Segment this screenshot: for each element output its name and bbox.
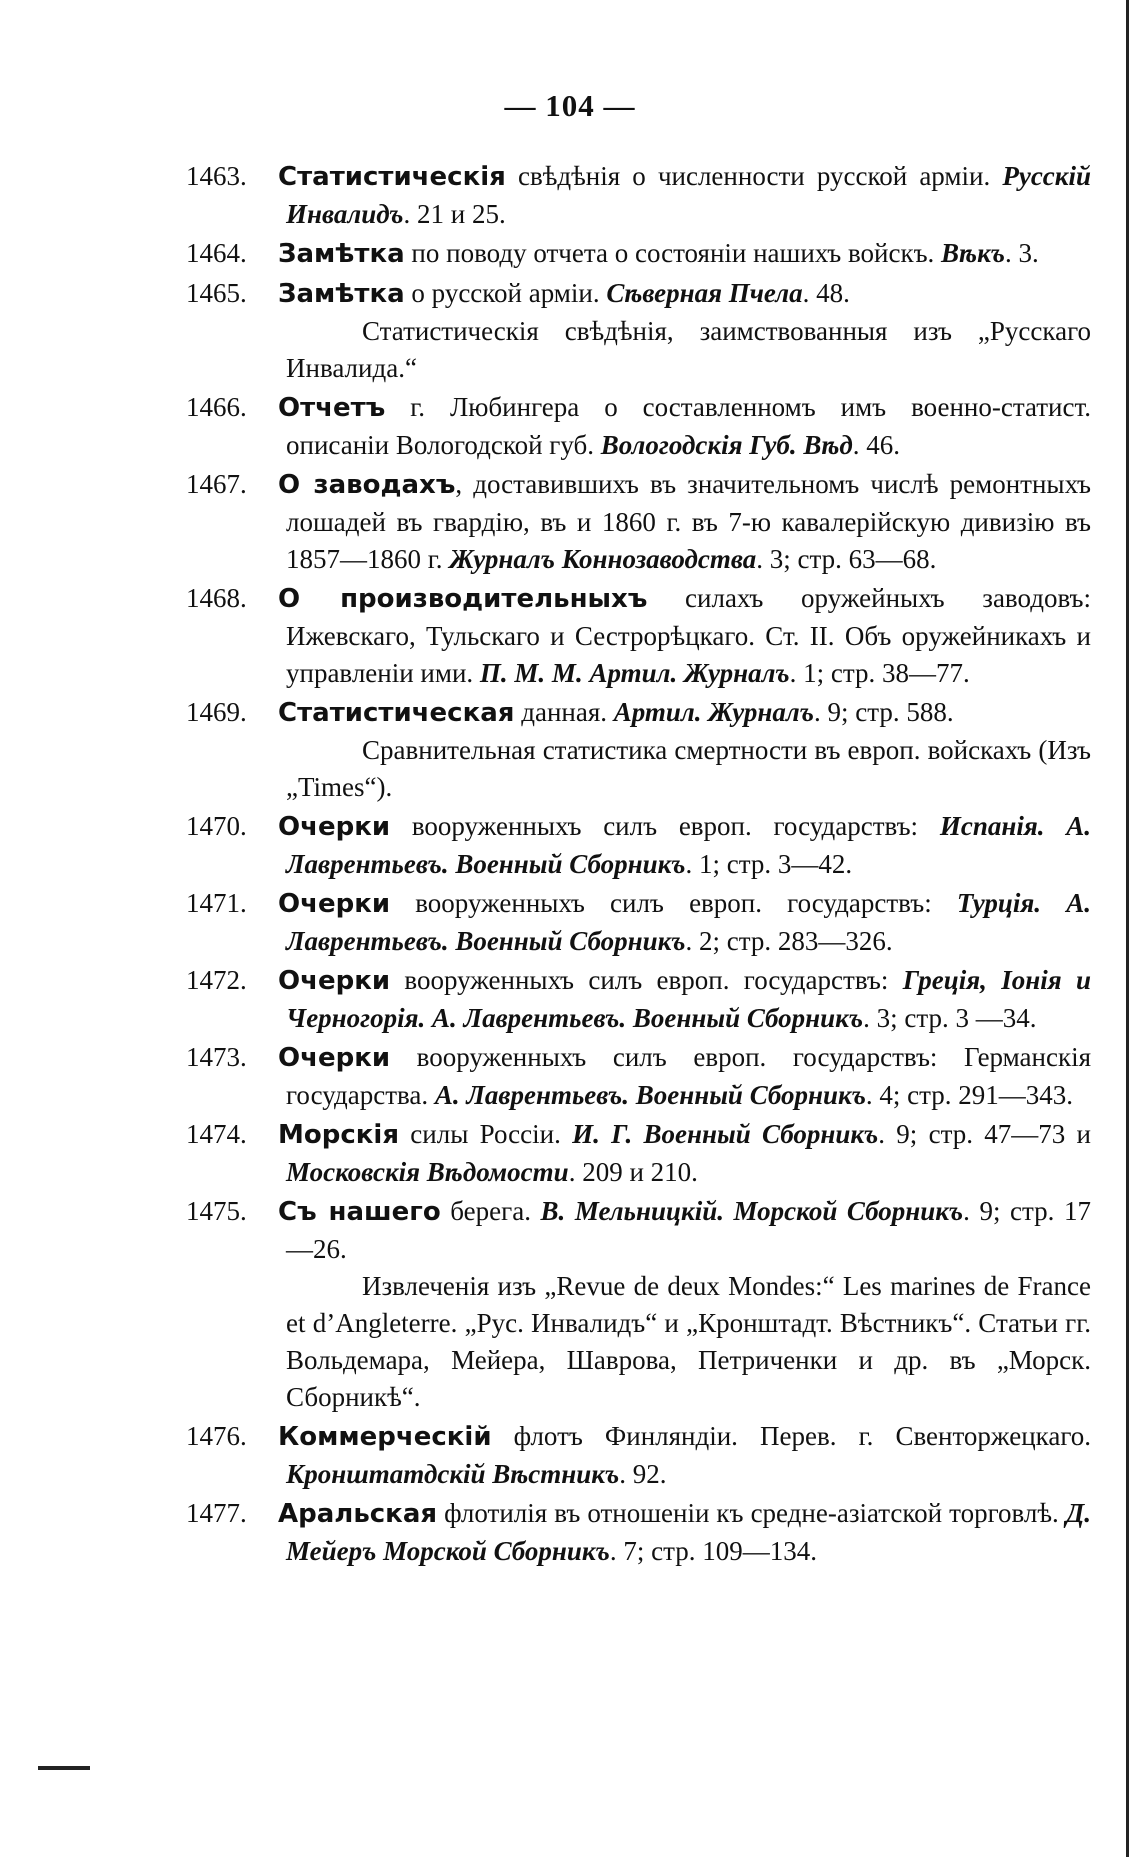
entry-heading: Замѣтка xyxy=(278,239,405,269)
entry-source: Журналъ Коннозаводства xyxy=(449,544,757,574)
entry-details: . 209 и 210. xyxy=(568,1157,698,1187)
entry-1477 xyxy=(186,1495,1091,1570)
entry-heading: О производительныхъ xyxy=(278,584,648,614)
entry-text: , доставившихъ въ значительномъ числѣ ремонтныхъ лошадей въ гвардію, въ и 1860 г. въ 7-ю кавалерійскую дивизію въ 1857—1860 г. xyxy=(286,469,1091,574)
entry-heading: Съ нашего xyxy=(278,1197,441,1227)
entry-text: берега. xyxy=(440,1196,541,1226)
entry-details: . 92. xyxy=(619,1459,667,1489)
entry-1464 xyxy=(186,235,1091,273)
entry-number: 1467. xyxy=(186,469,247,499)
entry-number: 1474. xyxy=(186,1119,247,1149)
entry-details: . 2; стр. 283—326. xyxy=(685,926,893,956)
entry-1469 xyxy=(186,694,1091,732)
entry-1474 xyxy=(186,1116,1091,1191)
entry-text: вооруженныхъ силъ европ. государствъ: Германскія государства. xyxy=(286,1042,1091,1110)
entry-1475 xyxy=(186,1193,1091,1268)
entry-details: . 4; стр. 291—343. xyxy=(865,1080,1074,1110)
entry-text: свѣдѣнія о численности русской арміи. xyxy=(505,161,1003,191)
entry-heading: Статистическая xyxy=(278,698,515,728)
margin-mark xyxy=(38,1766,90,1770)
entry-heading: Очерки xyxy=(278,966,391,996)
entry-1473 xyxy=(186,1039,1091,1114)
entry-heading: Очерки xyxy=(278,812,391,842)
entry-source: Кронштатдскій Вѣстникъ xyxy=(286,1459,620,1489)
entry-source: И. Г. Военный Сборникъ xyxy=(572,1119,879,1149)
entry-number: 1464. xyxy=(186,238,247,268)
entry-source: Сѣверная Пчела xyxy=(606,278,803,308)
entry-number: 1466. xyxy=(186,392,247,422)
entry-source: П. М. М. Артил. Журналъ xyxy=(479,658,790,688)
entry-heading: Замѣтка xyxy=(278,279,405,309)
entry-details: . 9; стр. 47—73 и xyxy=(878,1119,1091,1149)
sub-note: Статистическія свѣдѣнія, заимствованныя изъ „Русскаго Инвалида.“ xyxy=(286,316,1091,383)
sub-note: Извлеченія изъ „Revue de deux Mondes:“ Les marines de France et d’Angleterre. „Рус. Инвалидъ“ и „Кронштадт. Вѣстникъ“. Статьи гг. Вольдемара, Мейера, Шаврова, Петриченки и др. въ „Морск. Сборникѣ“. xyxy=(286,1271,1091,1412)
entry-details: . 9; стр. 588. xyxy=(813,697,954,727)
entry-source: Вологодскія Губ. Вѣд xyxy=(600,430,853,460)
entry-list xyxy=(186,158,1091,1570)
entry-heading: Коммерческій xyxy=(278,1422,492,1452)
entry-text: вооруженныхъ силъ европ. государствъ: xyxy=(390,965,903,995)
entry-number: 1476. xyxy=(186,1421,247,1451)
entry-1468 xyxy=(186,580,1091,692)
entry-details: . 1; стр. 3—42. xyxy=(685,849,853,879)
entry-source: Испанія. А. Лаврентьевъ. Военный Сборникъ xyxy=(286,811,1091,879)
entry-number: 1471. xyxy=(186,888,247,918)
entry-number: 1470. xyxy=(186,811,247,841)
entry-heading: Аральская xyxy=(278,1499,438,1529)
entry-text: вооруженныхъ силъ европ. государствъ: xyxy=(390,811,940,841)
entry-1472 xyxy=(186,962,1091,1037)
entry-number: 1463. xyxy=(186,161,247,191)
entry-number: 1473. xyxy=(186,1042,247,1072)
entry-source: В. Мельницкій. Морской Сборникъ xyxy=(540,1196,964,1226)
page-number: — 104 — xyxy=(504,88,636,123)
entry-text: по поводу отчета о состояніи нашихъ войскъ. xyxy=(404,238,942,268)
entry-number: 1477. xyxy=(186,1498,247,1528)
entry-details: . 3; стр. 3 —34. xyxy=(863,1003,1037,1033)
entry-1471 xyxy=(186,885,1091,960)
entry-details: . 3. xyxy=(1004,238,1039,268)
entry-heading: Статистическія xyxy=(278,162,506,192)
binding-edge-line xyxy=(1126,0,1129,1857)
entry-details: . 48. xyxy=(802,278,850,308)
entry-number: 1469. xyxy=(186,697,247,727)
entry-source: Вѣкъ xyxy=(941,238,1005,268)
entry-1466 xyxy=(186,389,1091,464)
entry-number: 1468. xyxy=(186,583,247,613)
entry-heading: Очерки xyxy=(278,889,391,919)
entry-details: . 9; стр. 17—26. xyxy=(286,1196,1091,1264)
entry-text: данная. xyxy=(514,697,614,727)
entry-text: г. Любингера о составленномъ имъ военно-статист. описаніи Вологодской губ. xyxy=(286,392,1091,460)
entry-source: Артил. Журналъ xyxy=(613,697,814,727)
entry-details: . 21 и 25. xyxy=(403,199,506,229)
entry-details: . 7; стр. 109—134. xyxy=(609,1536,817,1566)
entry-1467 xyxy=(186,466,1091,578)
entry-number: 1472. xyxy=(186,965,247,995)
entry-1476 xyxy=(186,1418,1091,1493)
entry-text: силахъ оружейныхъ заводовъ: Ижевскаго, Тульскаго и Сестрорѣцкаго. Ст. II. Объ оружейникахъ и управленіи ими. xyxy=(286,583,1091,688)
entry-heading: Очерки xyxy=(278,1043,391,1073)
entry-source: Московскія Вѣдомости xyxy=(286,1157,569,1187)
entry-source: А. Лаврентьевъ. Военный Сборникъ xyxy=(434,1080,866,1110)
entry-1465 xyxy=(186,275,1091,313)
entry-details: . 1; стр. 38—77. xyxy=(789,658,970,688)
entry-1470 xyxy=(186,808,1091,883)
entry-heading: О заводахъ xyxy=(278,470,456,500)
entry-text: флотъ Финляндіи. Перев. г. Свенторжецкаго. xyxy=(491,1421,1091,1451)
entry-text: флотилія въ отношеніи къ средне-азіатской торговлѣ. xyxy=(437,1498,1066,1528)
entry-source: Турція. А. Лаврентьевъ. Военный Сборникъ xyxy=(286,888,1091,956)
entry-number: 1475. xyxy=(186,1196,247,1226)
entry-text: вооруженныхъ силъ европ. государствъ: xyxy=(390,888,957,918)
entry-source: Д. Мейеръ Морской Сборникъ xyxy=(286,1498,1091,1566)
entry-source: Русскій Инвалидъ xyxy=(286,161,1091,229)
entry-heading: Отчетъ xyxy=(278,393,386,423)
entry-text: силы Россіи. xyxy=(399,1119,573,1149)
entry-source: Греція, Іонія и Черногорія. А. Лаврентьевъ. Военный Сборникъ xyxy=(286,965,1092,1033)
sub-note: Сравнительная статистика смертности въ европ. войскахъ (Изъ „Times“). xyxy=(286,735,1091,802)
entry-details: . 46. xyxy=(852,430,901,460)
entry-1463 xyxy=(186,158,1091,233)
entry-heading: Морскія xyxy=(278,1120,400,1150)
entry-text: о русской арміи. xyxy=(404,278,607,308)
entry-number: 1465. xyxy=(186,278,247,308)
entry-details: . 3; стр. 63—68. xyxy=(756,544,937,574)
